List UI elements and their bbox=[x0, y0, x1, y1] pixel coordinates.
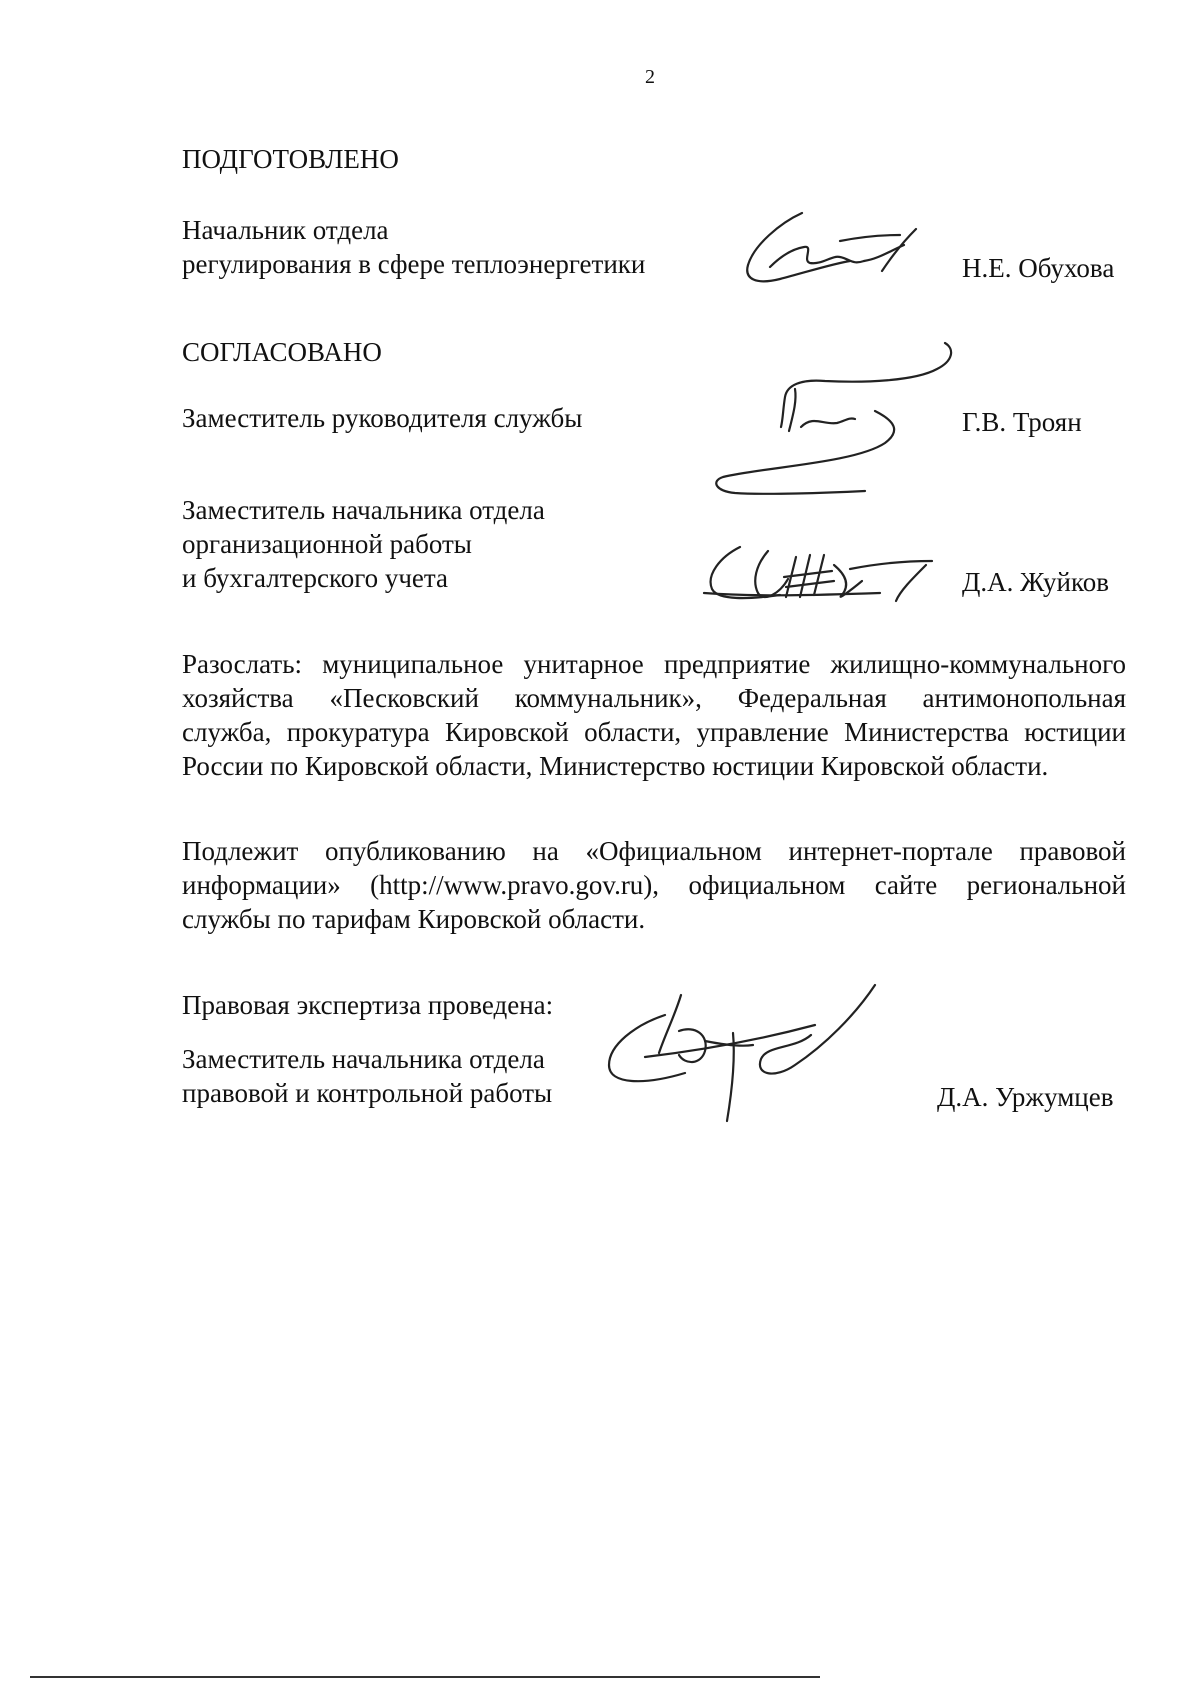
legal-review-position-line-1: Заместитель начальника отдела bbox=[182, 1044, 545, 1074]
prepared-position-line-2: регулирования в сфере теплоэнергетики bbox=[182, 249, 646, 279]
legal-review-position-line-2: правовой и контрольной работы bbox=[182, 1078, 553, 1108]
publication-line: информации» (http://www.pravo.gov.ru), официальном сайте региональной bbox=[182, 870, 1126, 900]
legal-review-heading: Правовая экспертиза проведена: bbox=[182, 990, 554, 1020]
distribution-line: служба, прокуратура Кировской области, управление Министерства юстиции bbox=[182, 717, 1126, 747]
page-number: 2 bbox=[645, 66, 655, 88]
agreed-signatory-2-position-line-2: организационной работы bbox=[182, 529, 472, 559]
agreed-signatory-2-position-line-3: и бухгалтерского учета bbox=[182, 563, 449, 593]
publication-line: Подлежит опубликованию на «Официальном интернет-портале правовой bbox=[182, 836, 1126, 866]
prepared-name: Н.Е. Обухова bbox=[962, 253, 1115, 283]
signature-troyan bbox=[705, 335, 965, 505]
legal-review-name: Д.А. Уржумцев bbox=[937, 1082, 1114, 1112]
publication-line: службы по тарифам Кировской области. bbox=[182, 904, 646, 934]
agreed-heading: СОГЛАСОВАНО bbox=[182, 337, 382, 367]
distribution-line: хозяйства «Песковский коммунальник», Федеральная антимонопольная bbox=[182, 683, 1126, 713]
distribution-line: России по Кировской области, Министерство юстиции Кировской области. bbox=[182, 751, 1049, 781]
signature-zhuikov bbox=[700, 535, 940, 610]
agreed-signatory-1-name: Г.В. Троян bbox=[962, 407, 1082, 437]
signature-obukhova bbox=[740, 205, 930, 295]
distribution-line: Разослать: муниципальное унитарное предприятие жилищно-коммунального bbox=[182, 649, 1126, 679]
prepared-heading: ПОДГОТОВЛЕНО bbox=[182, 144, 399, 174]
prepared-position-line-1: Начальник отдела bbox=[182, 215, 389, 245]
distribution-paragraph bbox=[182, 647, 1126, 783]
publication-paragraph bbox=[182, 834, 1126, 936]
agreed-signatory-2-position-line-1: Заместитель начальника отдела bbox=[182, 495, 545, 525]
footer-divider bbox=[30, 1676, 820, 1678]
agreed-signatory-1-position: Заместитель руководителя службы bbox=[182, 403, 583, 433]
signature-urzhumtsev bbox=[605, 975, 885, 1125]
agreed-signatory-2-name: Д.А. Жуйков bbox=[962, 567, 1109, 597]
